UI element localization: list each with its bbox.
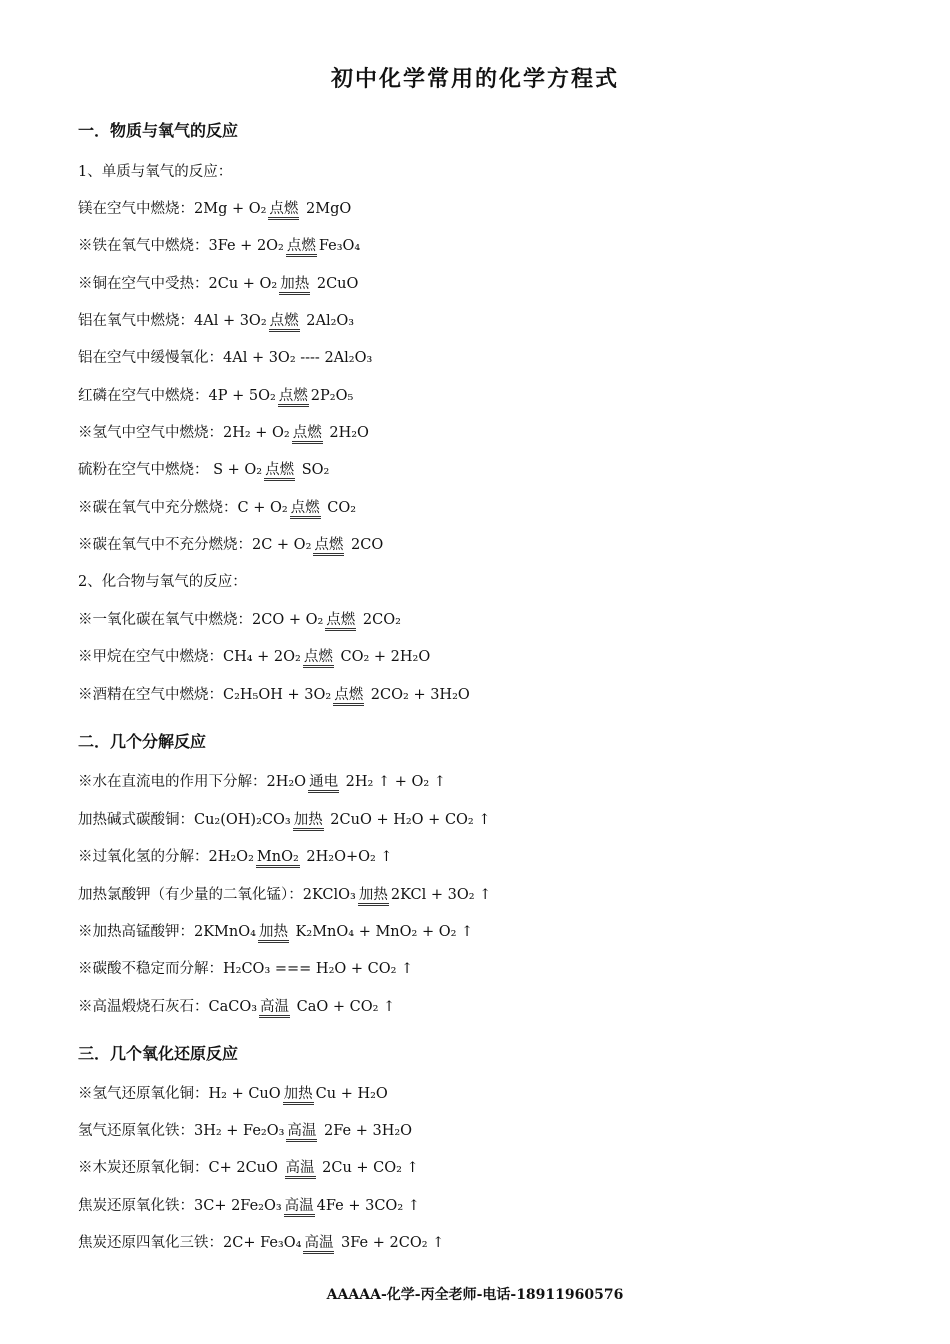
equation-line	[78, 1084, 388, 1105]
reaction-condition: MnO₂	[256, 849, 300, 868]
equation-line	[78, 959, 413, 979]
equation-products: 2H₂O	[324, 425, 369, 441]
equation-line	[78, 572, 247, 592]
reaction-condition: 加热	[279, 276, 310, 295]
equation-line	[78, 810, 491, 831]
reaction-condition: 高温	[303, 1235, 334, 1254]
equation-products: 3Fe + 2CO₂ ↑	[336, 1235, 445, 1251]
reaction-condition: 高温	[285, 1160, 316, 1179]
equation-line	[78, 162, 232, 182]
equation-line	[78, 460, 329, 481]
equation-line	[78, 1196, 420, 1217]
reaction-condition: 加热	[258, 924, 289, 943]
reaction-condition: 点燃	[268, 201, 299, 220]
equation-line	[78, 535, 383, 556]
equation-line	[78, 498, 356, 519]
equation-products: CaO + CO₂ ↑	[292, 999, 396, 1015]
equation-products: 2H₂ ↑ + O₂ ↑	[341, 774, 446, 790]
equation-products: Cu + H₂O	[315, 1086, 388, 1102]
equation-products: 2CuO + H₂O + CO₂ ↑	[325, 812, 491, 828]
reaction-condition: 高温	[284, 1198, 315, 1217]
equation-line	[78, 1158, 419, 1179]
equation-reactants: 焦炭还原四氧化三铁：2C+ Fe₃O₄	[78, 1235, 302, 1251]
equation-reactants: ※甲烷在空气中燃烧：CH₄ + 2O₂	[78, 649, 301, 665]
equation-line	[78, 274, 358, 295]
reaction-condition: 通电	[308, 774, 339, 793]
equation-reactants: 2、化合物与氧气的反应：	[78, 574, 247, 590]
equation-products: 2Cu + CO₂ ↑	[317, 1160, 419, 1176]
equation-reactants: ※碳酸不稳定而分解：H₂CO₃ === H₂O + CO₂ ↑	[78, 961, 414, 977]
equation-products: 2CO	[346, 537, 384, 553]
equation-products: 2Fe + 3H₂O	[319, 1123, 413, 1139]
equation-line	[78, 236, 360, 257]
equation-reactants: 焦炭还原氧化铁：3C+ 2Fe₂O₃	[78, 1198, 282, 1214]
equation-line	[78, 311, 354, 332]
equation-products: 2CuO	[312, 276, 359, 292]
equation-reactants: ※氢气中空气中燃烧：2H₂ + O₂	[78, 425, 290, 441]
reaction-condition: 高温	[286, 1123, 317, 1142]
reaction-condition: 加热	[358, 887, 389, 906]
equation-reactants: ※加热高锰酸钾：2KMnO₄	[78, 924, 256, 940]
equation-reactants: 氢气还原氧化铁：3H₂ + Fe₂O₃	[78, 1123, 285, 1139]
equation-line	[78, 922, 473, 943]
reaction-condition: 点燃	[325, 612, 356, 631]
equation-products: 2H₂O+O₂ ↑	[301, 849, 393, 865]
equation-products: 2P₂O₅	[310, 388, 354, 404]
equation-line	[78, 386, 353, 407]
equation-line	[78, 423, 369, 444]
equation-line	[78, 1121, 412, 1142]
reaction-condition: 点燃	[313, 537, 344, 556]
page-footer: AAAAA-化学-丙全老师-电话-18911960576	[326, 1287, 624, 1303]
reaction-condition: 点燃	[292, 425, 323, 444]
equation-reactants: ※氢气还原氧化铜：H₂ + CuO	[78, 1086, 281, 1102]
equation-line	[78, 847, 393, 868]
equation-reactants: 加热氯酸钾（有少量的二氧化锰）：2KClO₃	[78, 887, 356, 903]
reaction-condition: 高温	[259, 999, 290, 1018]
equation-reactants: 铝在氧气中燃烧：4Al + 3O₂	[78, 313, 267, 329]
reaction-condition: 点燃	[286, 238, 317, 257]
section-heading: 二．几个分解反应	[78, 732, 207, 751]
equation-products: 2MgO	[301, 201, 352, 217]
equation-reactants: ※水在直流电的作用下分解：2H₂O	[78, 774, 307, 790]
section-heading: 三．几个氧化还原反应	[78, 1044, 239, 1063]
page-title: 初中化学常用的化学方程式	[330, 66, 619, 92]
equation-products: 2KCl + 3O₂ ↑	[390, 887, 492, 903]
reaction-condition: 点燃	[290, 500, 321, 519]
equation-products: CO₂	[322, 500, 357, 516]
reaction-condition: 点燃	[264, 462, 295, 481]
equation-products: Fe₃O₄	[318, 238, 361, 254]
equation-products: K₂MnO₄ + MnO₂ + O₂ ↑	[290, 924, 474, 940]
equation-line	[78, 1233, 444, 1254]
equation-line	[78, 647, 430, 668]
equation-line	[78, 885, 491, 906]
equation-line	[78, 772, 446, 793]
equation-reactants: 镁在空气中燃烧：2Mg + O₂	[78, 201, 267, 217]
reaction-condition: 点燃	[303, 649, 334, 668]
equation-reactants: ※铁在氧气中燃烧：3Fe + 2O₂	[78, 238, 284, 254]
equation-reactants: ※一氧化碳在氧气中燃烧：2CO + O₂	[78, 612, 324, 628]
reaction-condition: 点燃	[333, 687, 364, 706]
equation-reactants: 铝在空气中缓慢氧化：4Al + 3O₂ ---- 2Al₂O₃	[78, 350, 373, 366]
equation-reactants: ※过氧化氢的分解：2H₂O₂	[78, 849, 254, 865]
equation-reactants: ※碳在氧气中不充分燃烧：2C + O₂	[78, 537, 312, 553]
equation-products: 4Fe + 3CO₂ ↑	[316, 1198, 420, 1214]
reaction-condition: 点燃	[269, 313, 300, 332]
equation-line	[78, 199, 351, 220]
equation-products: CO₂ + 2H₂O	[335, 649, 431, 665]
equation-reactants: ※高温煅烧石灰石：CaCO₃	[78, 999, 258, 1015]
equation-products: 2CO₂	[358, 612, 401, 628]
equation-reactants: ※酒精在空气中燃烧：C₂H₅OH + 3O₂	[78, 687, 332, 703]
equation-reactants: ※木炭还原氧化铜：C+ 2CuO	[78, 1160, 283, 1176]
equation-line	[78, 348, 372, 368]
reaction-condition: 加热	[293, 812, 324, 831]
section-heading: 一．物质与氧气的反应	[78, 121, 239, 140]
equation-reactants: ※铜在空气中受热：2Cu + O₂	[78, 276, 278, 292]
equation-products: 2CO₂ + 3H₂O	[366, 687, 470, 703]
equation-products: SO₂	[297, 462, 330, 478]
equation-reactants: 加热碱式碳酸铜：Cu₂(OH)₂CO₃	[78, 812, 291, 828]
equation-reactants: ※碳在氧气中充分燃烧：C + O₂	[78, 500, 288, 516]
reaction-condition: 加热	[283, 1086, 314, 1105]
reaction-condition: 点燃	[278, 388, 309, 407]
equation-line	[78, 610, 401, 631]
equation-reactants: 1、单质与氧气的反应：	[78, 164, 233, 180]
equation-reactants: 红磷在空气中燃烧：4P + 5O₂	[78, 388, 276, 404]
equation-line	[78, 997, 395, 1018]
equation-line	[78, 685, 470, 706]
equation-products: 2Al₂O₃	[301, 313, 355, 329]
equation-reactants: 硫粉在空气中燃烧： S + O₂	[78, 462, 263, 478]
